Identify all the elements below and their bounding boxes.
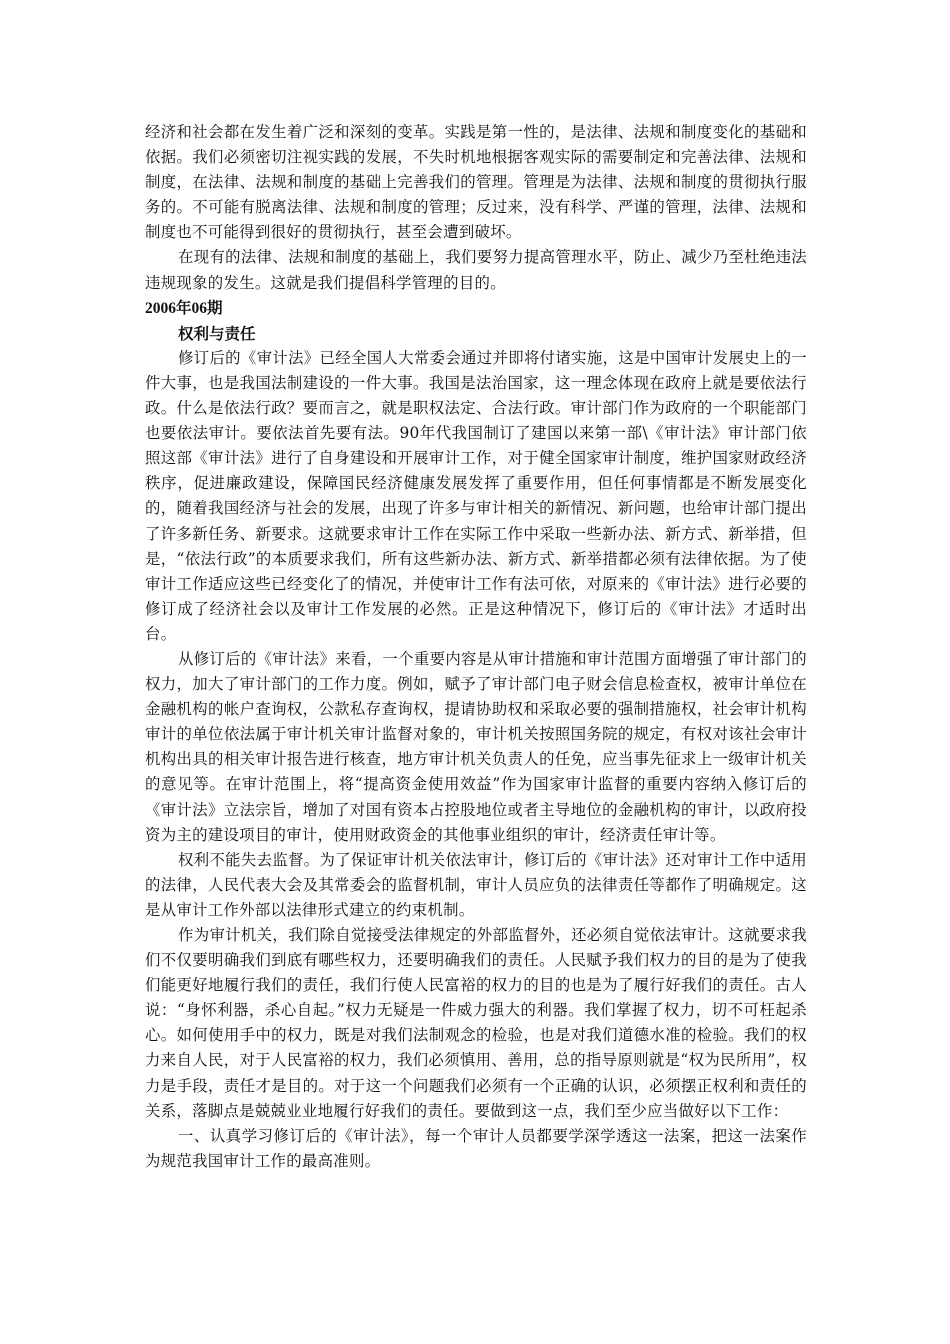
issue-label: 2006年06期	[145, 299, 223, 317]
previous-article-paragraph: 在现有的法律、法规和制度的基础上，我们要努力提高管理水平，防止、减少乃至杜绝违法违规现象的发生。这就是我们提倡科学管理的目的。	[145, 248, 807, 292]
article-title: 权利与责任	[178, 323, 256, 343]
article-paragraph: 权利不能失去监督。为了保证审计机关依法审计，修订后的《审计法》还对审计工作中适用的法律，人民代表大会及其常委会的监督机制，审计人员应负的法律责任等都作了明确规定。这是从审计工作外部以法律形式建立的约束机制。	[145, 850, 807, 919]
article-paragraph: 从修订后的《审计法》来看，一个重要内容是从审计措施和审计范围方面增强了审计部门的权力，加大了审计部门的工作力度。例如，赋予了审计部门电子财会信息检查权，被审计单位在金融机构的帐户查询权，公款私存查询权，提请协助权和采取必要的强制措施权，社会审计机构审计的单位依法属于审计机关审计监督对象的，审计机关按照国务院的规定，有权对该社会审计机构出具的相关审计报告进行核查，地方审计机关负责人的任免，应当事先征求上一级审计机关的意见等。在审计范围上，将“提高资金使用效益”作为国家审计监督的重要内容纳入修订后的《审计法》立法宗旨，增加了对国有资本占控股地位或者主导地位的金融机构的审计，以政府投资为主的建设项目的审计，使用财政资金的其他事业组织的审计，经济责任审计等。	[145, 649, 807, 844]
document-page	[145, 120, 807, 1174]
article-paragraph: 修订后的《审计法》已经全国人大常委会通过并即将付诸实施，这是中国审计发展史上的一件大事，也是我国法制建设的一件大事。我国是法治国家，这一理念体现在政府上就是要依法行政。什么是依法行政？要而言之，就是职权法定、合法行政。审计部门作为政府的一个职能部门也要依法审计。要依法首先要有法。90年代我国制订了建国以来第一部\《审计法》审计部门依照这部《审计法》进行了自身建设和开展审计工作，对于健全国家审计制度，维护国家财政经济秩序，促进廉政建设，保障国民经济健康发展发挥了重要作用，但任何事情都是不断发展变化的，随着我国经济与社会的发展，出现了许多与审计相关的新情况、新问题，也给审计部门提出了许多新任务、新要求。这就要求审计工作在实际工作中采取一些新办法、新方式、新举措，但是，“依法行政”的本质要求我们，所有这些新办法、新方式、新举措都必须有法律依据。为了使审计工作适应这些已经变化了的情况，并使审计工作有法可依，对原来的《审计法》进行必要的修订成了经济社会以及审计工作发展的必然。正是这种情况下，修订后的《审计法》才适时出台。	[145, 348, 807, 643]
article-paragraph: 一、认真学习修订后的《审计法》，每一个审计人员都要学深学透这一法案，把这一法案作为规范我国审计工作的最高准则。	[145, 1126, 807, 1170]
article-paragraph: 作为审计机关，我们除自觉接受法律规定的外部监督外，还必须自觉依法审计。这就要求我们不仅要明确我们到底有哪些权力，还要明确我们的责任。人民赋予我们权力的目的是为了使我们能更好地履行我们的责任，我们行使人民富裕的权力的目的也是为了履行好我们的责任。古人说：“身怀利器，杀心自起。”权力无疑是一件威力强大的利器。我们掌握了权力，切不可枉起杀心。如何使用手中的权力，既是对我们法制观念的检验，也是对我们道德水准的检验。我们的权力来自人民，对于人民富裕的权力，我们必须慎用、善用，总的指导原则就是“权为民所用”，权力是手段，责任才是目的。对于这一个问题我们必须有一个正确的认识，必须摆正权利和责任的关系，落脚点是兢兢业业地履行好我们的责任。要做到这一点，我们至少应当做好以下工作：	[145, 926, 807, 1120]
previous-article-paragraph: 经济和社会都在发生着广泛和深刻的变革。实践是第一性的，是法律、法规和制度变化的基础和依据。我们必须密切注视实践的发展，不失时机地根据客观实际的需要制定和完善法律、法规和制度，在法律、法规和制度的基础上完善我们的管理。管理是为法律、法规和制度的贯彻执行服务的。不可能有脱离法律、法规和制度的管理；反过来，没有科学、严谨的管理，法律、法规和制度也不可能得到很好的贯彻执行，甚至会遭到破坏。	[145, 123, 807, 242]
